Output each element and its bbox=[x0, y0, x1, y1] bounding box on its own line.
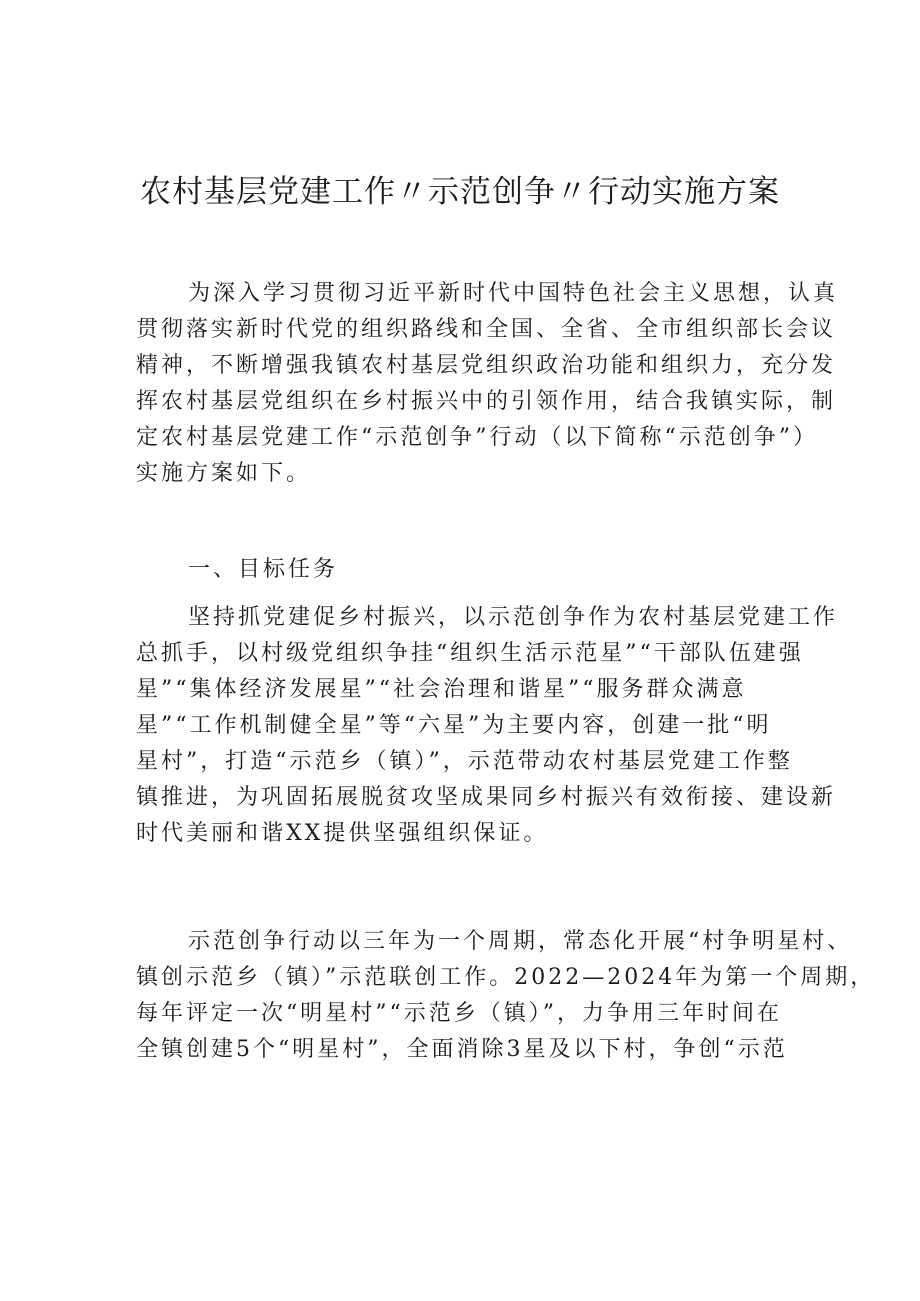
paragraph-line: 挥农村基层党组织在乡村振兴中的引领作用，结合我镇实际，制 bbox=[136, 389, 837, 414]
paragraph-line: 精神，不断增强我镇农村基层党组织政治功能和组织力，充分发 bbox=[136, 353, 837, 378]
section-heading bbox=[136, 552, 796, 588]
paragraph-cycle bbox=[136, 924, 876, 1068]
paragraph-line: 时代美丽和谐XX提供坚强组织保证。 bbox=[136, 821, 549, 846]
paragraph-line: 每年评定一次“明星村”“示范乡（镇）”，力争用三年时间在 bbox=[136, 1001, 782, 1026]
paragraph-line: 星”“集体经济发展星”“社会治理和谐星”“服务群众满意 bbox=[136, 677, 747, 702]
paragraph-line: 为深入学习贯彻习近平新时代中国特色社会主义思想，认真 bbox=[188, 281, 839, 306]
section-heading-text: 一、目标任务 bbox=[188, 557, 339, 582]
paragraph-line: 全镇创建5个“明星村”，全面消除3星及以下村，争创“示范 bbox=[136, 1037, 788, 1062]
paragraph-line: 星”“工作机制健全星”等“六星”为主要内容，创建一批“明 bbox=[136, 713, 772, 738]
paragraph-line: 实施方案如下。 bbox=[136, 461, 312, 486]
paragraph-goals bbox=[136, 600, 839, 852]
paragraph-line: 镇推进，为巩固拓展脱贫攻坚成果同乡村振兴有效衔接、建设新 bbox=[136, 785, 837, 810]
paragraph-line: 贯彻落实新时代党的组织路线和全国、全省、全市组织部长会议 bbox=[136, 317, 837, 342]
paragraph-line: 坚持抓党建促乡村振兴，以示范创争作为农村基层党建工作 bbox=[188, 605, 839, 630]
paragraph-line: 定农村基层党建工作“示范创争”行动（以下简称“示范创争”） bbox=[136, 425, 818, 450]
document-title: 农村基层党建工作〃示范创争〃行动实施方案 bbox=[140, 174, 780, 210]
paragraph-line: 总抓手，以村级党组织争挂“组织生活示范星”“干部队伍建强 bbox=[136, 641, 804, 666]
paragraph-line: 镇创示范乡（镇）”示范联创工作。2022—2024年为第一个周期， bbox=[136, 965, 876, 990]
paragraph-line: 星村”，打造“示范乡（镇）”，示范带动农村基层党建工作整 bbox=[136, 749, 793, 774]
paragraph-intro bbox=[136, 276, 839, 492]
paragraph-line: 示范创争行动以三年为一个周期，常态化开展“村争明星村、 bbox=[188, 929, 853, 954]
